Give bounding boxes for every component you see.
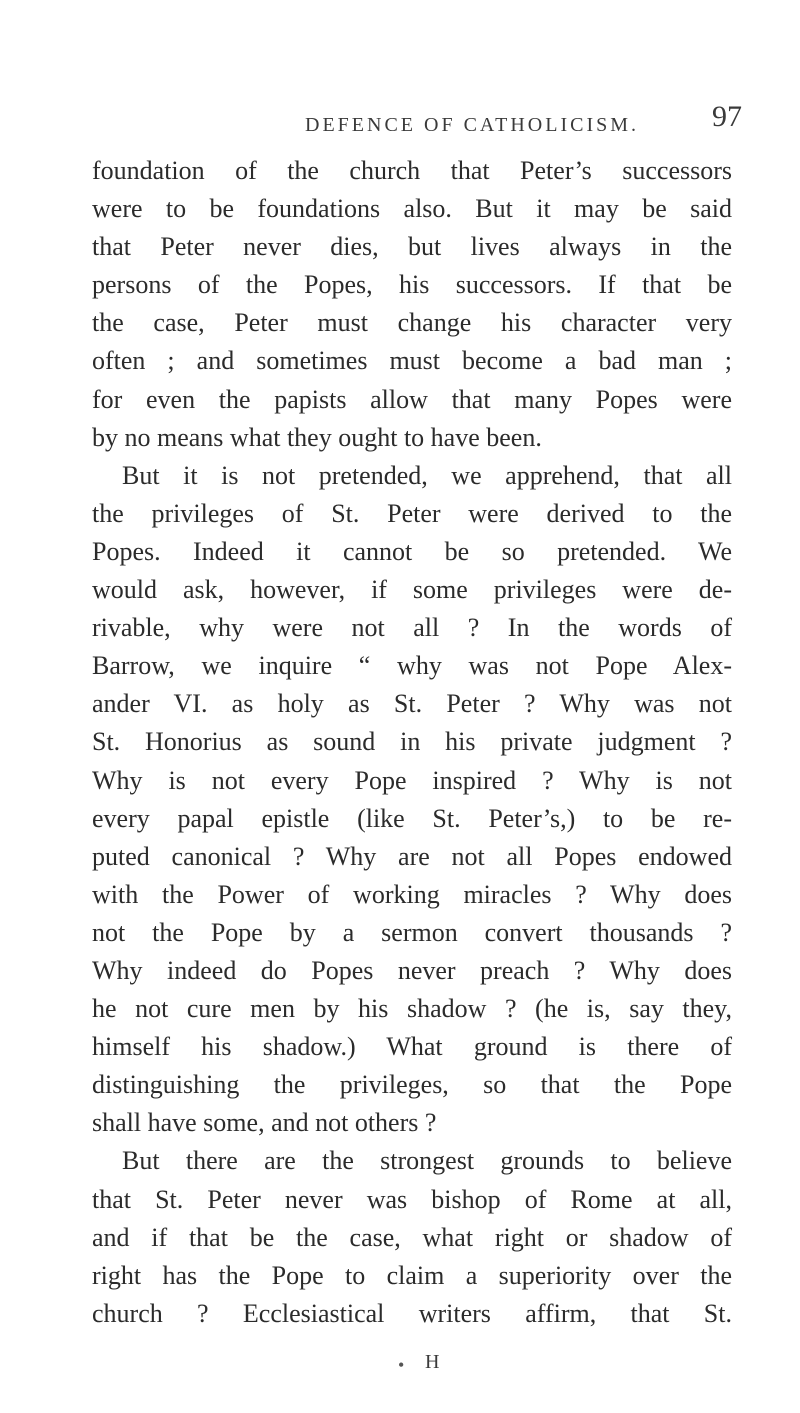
text-line: and if that be the case, what right or shadow of bbox=[92, 1222, 732, 1252]
signature-line bbox=[0, 1349, 800, 1379]
running-head bbox=[0, 100, 800, 140]
text-line: ander VI. as holy as St. Peter ? Why was not bbox=[92, 689, 732, 719]
text-line: would ask, however, if some privileges were de- bbox=[92, 575, 732, 605]
text-line: the privileges of St. Peter were derived to the bbox=[92, 498, 732, 528]
text-line: church ? Ecclesiastical writers affirm, that St. bbox=[92, 1298, 732, 1328]
text-line: with the Power of working miracles ? Why does bbox=[92, 879, 732, 909]
text-line: right has the Pope to claim a superiority over the bbox=[92, 1260, 732, 1290]
text-line: by no means what they ought to have been. bbox=[92, 422, 542, 452]
text-line: distinguishing the privileges, so that the Pope bbox=[92, 1070, 732, 1100]
text-line: foundation of the church that Peter’s successors bbox=[92, 156, 732, 185]
running-title: DEFENCE OF CATHOLICISM. bbox=[305, 114, 640, 136]
text-line: the case, Peter must change his character very bbox=[92, 308, 732, 338]
text-line: not the Pope by a sermon convert thousands ? bbox=[92, 917, 732, 947]
signature-dot: • bbox=[398, 1355, 405, 1375]
text-line: St. Honorius as sound in his private judgment ? bbox=[92, 727, 732, 757]
text-line: Why is not every Pope inspired ? Why is not bbox=[92, 765, 732, 795]
text-line: Popes. Indeed it cannot be so pretended. We bbox=[92, 536, 732, 566]
signature-mark: H bbox=[425, 1351, 440, 1373]
text-line: Barrow, we inquire “ why was not Pope Alex- bbox=[92, 651, 732, 681]
text-line: persons of the Popes, his successors. If that be bbox=[92, 270, 732, 300]
text-line: often ; and sometimes must become a bad man ; bbox=[92, 346, 732, 376]
page-number: 97 bbox=[712, 100, 742, 133]
text-line: for even the papists allow that many Popes were bbox=[92, 384, 732, 414]
text-line: that Peter never dies, but lives always in the bbox=[92, 232, 732, 262]
body-text bbox=[92, 152, 732, 1333]
text-line: rivable, why were not all ? In the words of bbox=[92, 613, 732, 643]
text-line: himself his shadow.) What ground is there of bbox=[92, 1032, 732, 1062]
text-line: shall have some, and not others ? bbox=[92, 1108, 437, 1138]
text-line: puted canonical ? Why are not all Popes endowed bbox=[92, 841, 732, 871]
text-line: every papal epistle (like St. Peter’s,) to be re- bbox=[92, 803, 732, 833]
text-line: were to be foundations also. But it may be said bbox=[92, 194, 732, 224]
text-line: But it is not pretended, we apprehend, that all bbox=[122, 460, 732, 490]
text-line: that St. Peter never was bishop of Rome at all, bbox=[92, 1184, 732, 1214]
text-line: Why indeed do Popes never preach ? Why does bbox=[92, 955, 732, 985]
text-line: But there are the strongest grounds to believe bbox=[122, 1146, 732, 1176]
text-line: he not cure men by his shadow ? (he is, say they, bbox=[92, 994, 732, 1024]
